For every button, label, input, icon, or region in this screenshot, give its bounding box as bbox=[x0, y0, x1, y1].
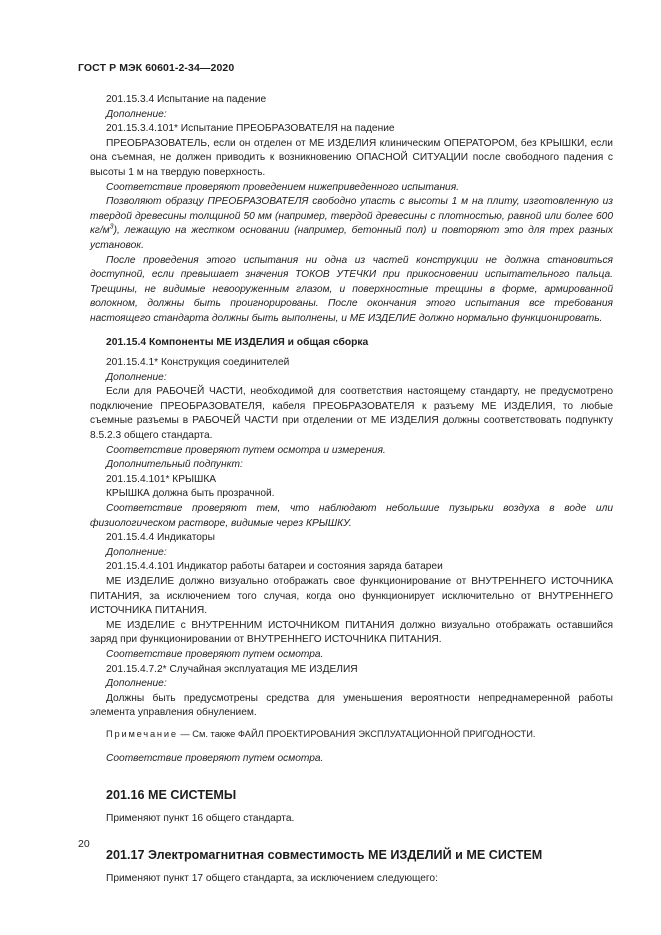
clause-201-15-4-1: 201.15.4.1* Конструкция соединителей bbox=[106, 357, 290, 369]
compliance-check-bubbles: Соответствие проверяют тем, что наблюдают небольшие пузырьки воздуха в воде или физиологическом растворе, видимые через КРЫШКУ. bbox=[90, 503, 613, 529]
paragraph-cover-transparent: КРЫШКА должна быть прозрачной. bbox=[106, 488, 275, 500]
note-text: — См. также ФАЙЛ ПРОЕКТИРОВАНИЯ ЭКСПЛУАТАЦИОННОЙ ПРИГОДНОСТИ. bbox=[177, 728, 536, 739]
paragraph-internal-power: МЕ ИЗДЕЛИЕ должно визуально отображать свое функционирование от ВНУТРЕННЕГО ИСТОЧНИКА ПИТАНИЯ, за исключением того случая, когда оно функционирует исключительно от ВНУТРЕННЕГО ИСТОЧНИКА ПИТАНИЯ. bbox=[90, 576, 613, 617]
clause-201-15-4-101: 201.15.4.101* КРЫШКА bbox=[106, 473, 217, 485]
document-header: ГОСТ Р МЭК 60601-2-34—2020 bbox=[78, 62, 235, 74]
drop-test-text-a: Позволяют образцу ПРЕОБРАЗОВАТЕЛЯ свободно упасть с высоты 1 м на плиту, изготовленную из твердой древесины толщиной 50 мм (например, твердой древесины с плотностью, равной или более 600 кг/м bbox=[90, 196, 613, 237]
note bbox=[90, 727, 613, 742]
page-number: 20 bbox=[78, 838, 90, 850]
clause-201-15-4-7-2: 201.15.4.7.2* Случайная эксплуатация МЕ ИЗДЕЛИЯ bbox=[106, 663, 358, 675]
compliance-check-test: Соответствие проверяют проведением нижеприведенного испытания. bbox=[106, 181, 459, 193]
document-body bbox=[90, 93, 613, 887]
paragraph-transducer-drop: ПРЕОБРАЗОВАТЕЛЬ, если он отделен от МЕ ИЗДЕЛИЯ клиническим ОПЕРАТОРОМ, без КРЫШКИ, если она съемная, не должен приводить к возникновению ОПАСНОЙ СИТУАЦИИ после свободного падения с высоты 1 м на твердую поверхность. bbox=[90, 137, 613, 178]
paragraph-connectors: Если для РАБОЧЕЙ ЧАСТИ, необходимой для соответствия настоящему стандарту, не предусмотрено подключение ПРЕОБРАЗОВАТЕЛЯ, кабеля ПРЕОБРАЗОВАТЕЛЯ к разъему МЕ ИЗДЕЛИЯ, то любые съемные разъемы в РАБОЧЕЙ ЧАСТИ при отделении от МЕ ИЗДЕЛИЯ должны соответствовать подпункту 8.5.2.3 общего стандарта. bbox=[90, 386, 613, 442]
superscript-3: 3 bbox=[109, 223, 114, 231]
paragraph-apply-clause-16: Применяют пункт 16 общего стандарта. bbox=[106, 812, 295, 824]
paragraph-remaining-charge: МЕ ИЗДЕЛИЕ с ВНУТРЕННИМ ИСТОЧНИКОМ ПИТАНИЯ должно визуально отображать оставшийся заряд при функционировании от ВНУТРЕННЕГО ИСТОЧНИКА ПИТАНИЯ. bbox=[90, 619, 613, 646]
heading-201-15-4: 201.15.4 Компоненты МЕ ИЗДЕЛИЯ и общая сборка bbox=[106, 336, 369, 348]
clause-201-15-3-4-101: 201.15.3.4.101* Испытание ПРЕОБРАЗОВАТЕЛЯ на падение bbox=[106, 123, 395, 135]
heading-201-17: 201.17 Электромагнитная совместимость МЕ ИЗДЕЛИЙ и МЕ СИСТЕМ bbox=[106, 848, 543, 863]
paragraph-zeroing-control: Должны быть предусмотрены средства для уменьшения вероятности непреднамеренной работы элемента управления обнулением. bbox=[90, 692, 613, 719]
heading-201-16: 201.16 МЕ СИСТЕМЫ bbox=[106, 788, 237, 803]
clause-201-15-3-4: 201.15.3.4 Испытание на падение bbox=[106, 94, 267, 105]
compliance-check-inspection: Соответствие проверяют путем осмотра. bbox=[106, 648, 324, 660]
addition-label: Дополнение: bbox=[106, 371, 167, 383]
compliance-check-inspection: Соответствие проверяют путем осмотра. bbox=[106, 752, 324, 764]
paragraph-apply-clause-17: Применяют пункт 17 общего стандарта, за исключением следующего: bbox=[106, 872, 438, 884]
additional-subclause-label: Дополнительный подпункт: bbox=[106, 459, 243, 471]
compliance-check-inspection-measurement: Соответствие проверяют путем осмотра и измерения. bbox=[106, 444, 386, 456]
addition-label: Дополнение: bbox=[106, 108, 167, 120]
clause-201-15-4-4: 201.15.4.4 Индикаторы bbox=[106, 532, 215, 544]
paragraph-drop-test bbox=[90, 195, 613, 253]
addition-label: Дополнение: bbox=[106, 678, 167, 690]
addition-label: Дополнение: bbox=[106, 546, 167, 558]
clause-201-15-4-4-101: 201.15.4.4.101 Индикатор работы батареи и состояния заряда батареи bbox=[106, 561, 443, 573]
note-label: Примечание bbox=[106, 728, 178, 739]
paragraph-after-test: После проведения этого испытания ни одна из частей конструкции не должна становиться доступной, если превышает значения ТОКОВ УТЕЧКИ при прикосновении испытательного пальца. Трещины, не видимые невооруженным глазом, и поверхностные трещины в форме, армированной волокном, должны быть проигнорированы. После окончания этого испытания все требования настоящего стандарта должны быть выполнены, и МЕ ИЗДЕЛИЕ должно нормально функционировать. bbox=[90, 254, 613, 324]
drop-test-text-b: ), лежащую на жестком основании (например, бетонный пол) и повторяют это для трех разных установок. bbox=[90, 225, 613, 251]
